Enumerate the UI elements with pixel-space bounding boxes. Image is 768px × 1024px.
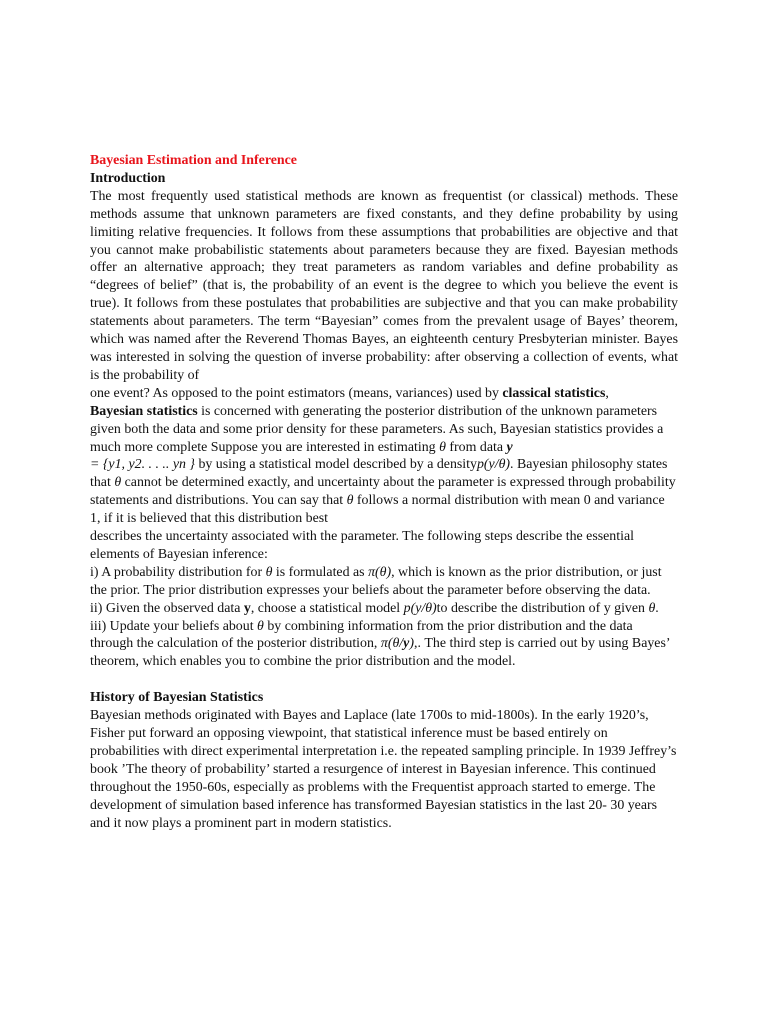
document-page bbox=[90, 152, 678, 832]
step-2: ii) Given the observed data y, choose a statistical model p(y/θ)to describe the distribution of y given θ. bbox=[90, 600, 659, 616]
posterior-expression: π(θ/y) bbox=[380, 636, 414, 652]
theta-symbol: θ bbox=[439, 439, 446, 455]
bayesian-statistics-term: Bayesian statistics bbox=[90, 403, 198, 419]
introduction-heading: Introduction bbox=[90, 170, 166, 186]
data-y-symbol: y bbox=[506, 439, 513, 455]
step-3: iii) Update your beliefs about θ by combining information from the prior distribution and the data through the calculation of the posterior distribution, π(θ/y),. The third step is carried out by using Bayes’ theorem, which enables you to combine the prior distribution and the model. bbox=[90, 618, 670, 670]
step-1: i) A probability distribution for θ is formulated as π(θ), which is known as the prior distribution, or just the prior. The prior distribution expresses your beliefs about the parameter before observing the data. bbox=[90, 564, 662, 598]
inference-steps-intro: describes the uncertainty associated with the parameter. The following steps describe the essential elements of Bayesian inference: bbox=[90, 529, 634, 562]
prior-expression: π(θ) bbox=[368, 564, 392, 580]
density-expression: p(y/θ) bbox=[476, 457, 511, 473]
history-paragraph: Bayesian methods originated with Bayes and Laplace (late 1700s to mid-1800s). In the early 1920’s, Fisher put forward an opposing viewpoint, that statistical inference must be based entirely on probabilities with direct experimental interpretation i.e. the repeated sampling principle. In 1939 Jeffrey’s book ’The theory of probability’ started a resurgence of interest in Bayesian inference. This continued throughout the 1950-60s, especially as problems with the Frequentist approach started to emerge. The development of simulation based inference has transformed Bayesian statistics in the last 20- 30 years and it now plays a prominent part in modern statistics. bbox=[90, 708, 677, 831]
history-heading: History of Bayesian Statistics bbox=[90, 690, 264, 706]
document-title: Bayesian Estimation and Inference bbox=[90, 153, 297, 168]
classical-statistics-term: classical statistics bbox=[502, 385, 606, 401]
data-set-equation: = {y1, y2. . . .. yn } bbox=[90, 457, 195, 473]
bayesian-statistics-paragraph: one event? As opposed to the point estimators (means, variances) used by classical statistics, Bayesian statistics is concerned with generating the posterior distribution of the unknown parameters given both the data and some prior density for these parameters. As such, Bayesian statistics provides a much more complete Suppose you are interested in estimating θ from data y = {y1, y2. . . .. yn } by using a statistical model described by a densityp(y/θ). Bayesian philosophy states that θ cannot be determined exactly, and uncertainty about the parameter is expressed through probability statements and distributions. You can say that θ follows a normal distribution with mean 0 and variance 1, if it is believed that this distribution best bbox=[90, 385, 676, 527]
introduction-paragraph: The most frequently used statistical methods are known as frequentist (or classical) methods. These methods assume that unknown parameters are fixed constants, and they define probability by using limiting relative frequencies. It follows from these assumptions that probabilities are objective and that you cannot make probabilistic statements about parameters because they are fixed. Bayesian methods offer an alternative approach; they treat parameters as random variables and define probability as “degrees of belief” (that is, the probability of an event is the degree to which you believe the event is true). It follows from these postulates that probabilities are subjective and that you can make probability statements about parameters. The term “Bayesian” comes from the prevalent usage of Bayes’ theorem, which was named after the Reverend Thomas Bayes, an eighteenth century Presbyterian minister. Bayes was interested in solving the question of inverse probability: after observing a collection of events, what is the probability of bbox=[90, 188, 678, 383]
section-gap bbox=[90, 671, 678, 689]
